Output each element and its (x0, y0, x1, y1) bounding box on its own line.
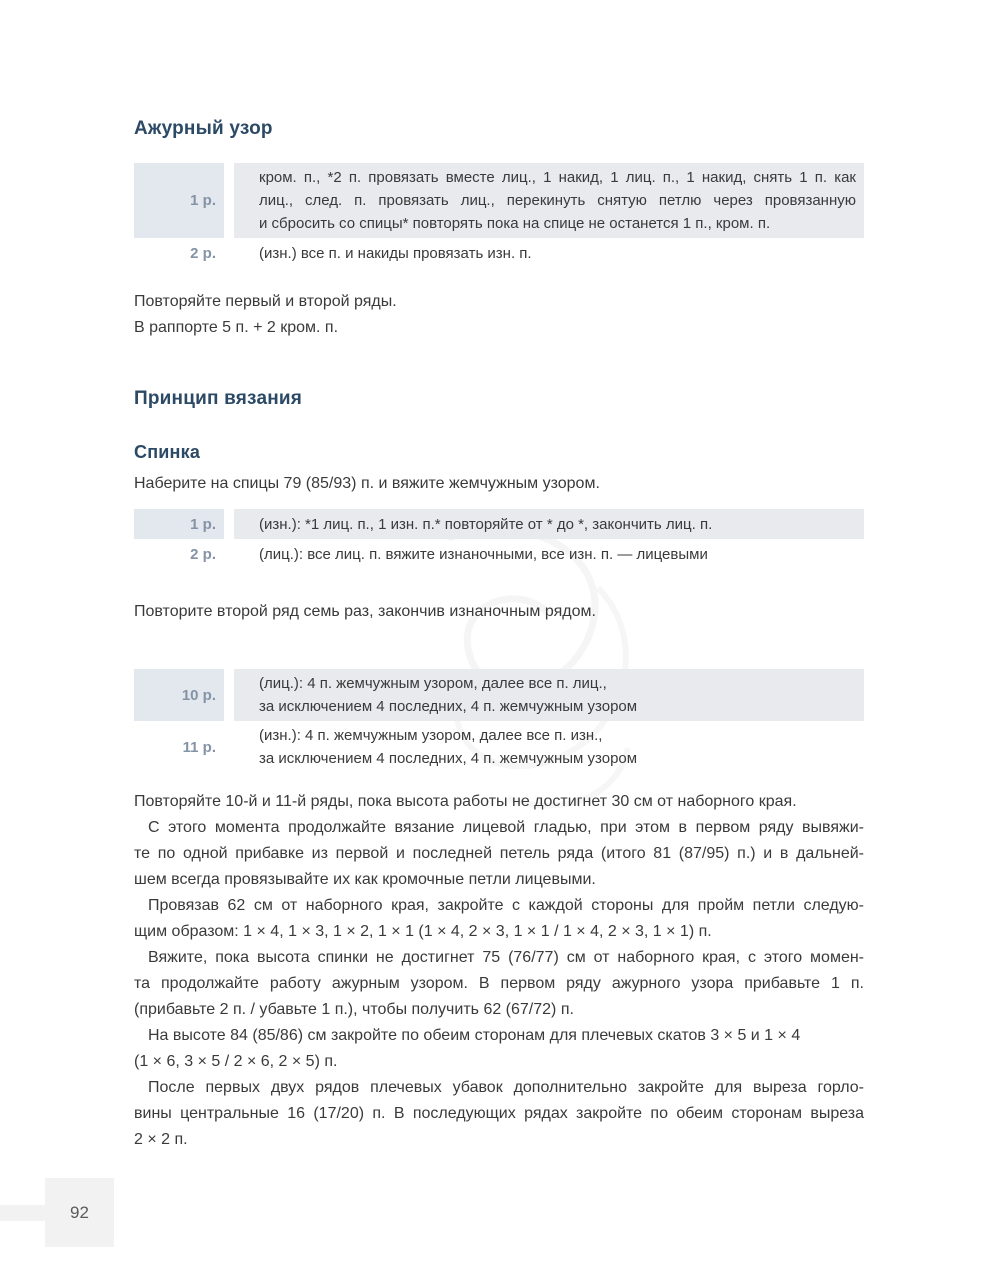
table-row (134, 669, 864, 721)
paragraph-line: шем всегда провязывайте их как кромочные петли лицевыми. (134, 871, 596, 888)
principle-heading: Принцип вязания (134, 388, 303, 409)
lace-pattern-notes (134, 289, 864, 341)
lace-pattern-table (134, 163, 864, 268)
table-row (134, 721, 864, 773)
row-instruction: (изн.): *1 лиц. п., 1 изн. п.* повторяйте от * до *, закончить лиц. п. (234, 509, 864, 539)
table-row (134, 163, 864, 238)
row-instruction (234, 721, 864, 773)
back-rows-table (134, 509, 864, 569)
row-label: 1 р. (134, 509, 224, 539)
instruction-line: (лиц.): 4 п. жемчужным узором, далее все п. лиц., (259, 675, 607, 692)
paragraph-line: 2 × 2 п. (134, 1131, 188, 1148)
repeat-note: Повторите второй ряд семь раз, закончив изнаночным рядом. (134, 603, 596, 620)
row-instruction: (лиц.): все лиц. п. вяжите изнаночными, все изн. п. — лицевыми (259, 545, 708, 563)
instructions-body (134, 789, 864, 1153)
paragraph-line: та продолжайте работу ажурным узором. В первом ряду ажурного узора прибавьте 1 п. (134, 975, 864, 992)
row-label: 2 р. (190, 244, 216, 262)
instruction-line: за исключением 4 последних, 4 п. жемчужным узором (259, 698, 638, 715)
table-row (134, 238, 864, 268)
instruction-line: и сбросить со спицы* повторять пока на спице не останется 1 п., кром. п. (259, 215, 771, 232)
back-rows-table-2 (134, 669, 864, 773)
paragraph-line: Провязав 62 см от наборного края, закройте с каждой стороны для пройм петли следую- (148, 897, 864, 914)
instruction-line: кром. п., *2 п. провязать вместе лиц., 1 накид, 1 лиц. п., 1 накид, снять 1 п. как (259, 169, 856, 186)
row-instruction (234, 163, 864, 238)
instruction-line: (изн.): 4 п. жемчужным узором, далее все п. изн., (259, 727, 603, 744)
instruction-line: лиц., след. п. провязать лиц., перекинуть снятую петлю через провязанную (259, 192, 856, 209)
lace-pattern-heading: Ажурный узор (134, 118, 273, 139)
row-instruction (234, 669, 864, 721)
row-instruction: (изн.) все п. и накиды провязать изн. п. (259, 244, 532, 262)
table-row (134, 509, 864, 539)
note-line: В раппорте 5 п. + 2 кром. п. (134, 319, 339, 336)
back-section-heading: Спинка (134, 442, 201, 462)
row-label: 11 р. (182, 738, 216, 756)
row-label: 10 р. (134, 669, 224, 721)
row-label: 1 р. (134, 163, 224, 238)
instruction-line: за исключением 4 последних, 4 п. жемчужным узором (259, 750, 638, 767)
paragraph-line: щим образом: 1 × 4, 1 × 3, 1 × 2, 1 × 1 (1 × 4, 2 × 3, 1 × 1 / 1 × 4, 2 × 3, 1 × 1) п. (134, 923, 712, 940)
paragraph-line: После первых двух рядов плечевых убавок дополнительно закройте для выреза горло- (148, 1079, 864, 1096)
paragraph-line: вины центральные 16 (17/20) п. В последующих рядах закройте по обеим сторонам выреза (134, 1105, 864, 1122)
note-line: Повторяйте первый и второй ряды. (134, 293, 397, 310)
page-content (134, 118, 864, 1153)
paragraph-line: На высоте 84 (85/86) см закройте по обеим сторонам для плечевых скатов 3 × 5 и 1 × 4 (148, 1027, 801, 1044)
paragraph-line: (1 × 6, 3 × 5 / 2 × 6, 2 × 5) п. (134, 1053, 338, 1070)
paragraph-line: Вяжите, пока высота спинки не достигнет 75 (76/77) см от наборного края, с этого момен- (148, 949, 864, 966)
paragraph-line: (прибавьте 2 п. / убавьте 1 п.), чтобы получить 62 (67/72) п. (134, 1001, 574, 1018)
paragraph-line: те по одной прибавке из первой и последней петель ряда (итого 81 (87/95) п.) и в дальней- (134, 845, 864, 862)
page-number-strip (0, 1205, 45, 1221)
paragraph-line: С этого момента продолжайте вязание лицевой гладью, при этом в первом ряду вывяжи- (148, 819, 864, 836)
page-number-badge: 92 (45, 1178, 114, 1247)
table-row (134, 539, 864, 569)
row-label: 2 р. (190, 545, 216, 563)
paragraph-line: Повторяйте 10-й и 11-й ряды, пока высота работы не достигнет 30 см от наборного края. (134, 793, 797, 810)
back-intro: Наберите на спицы 79 (85/93) п. и вяжите жемчужным узором. (134, 475, 600, 492)
